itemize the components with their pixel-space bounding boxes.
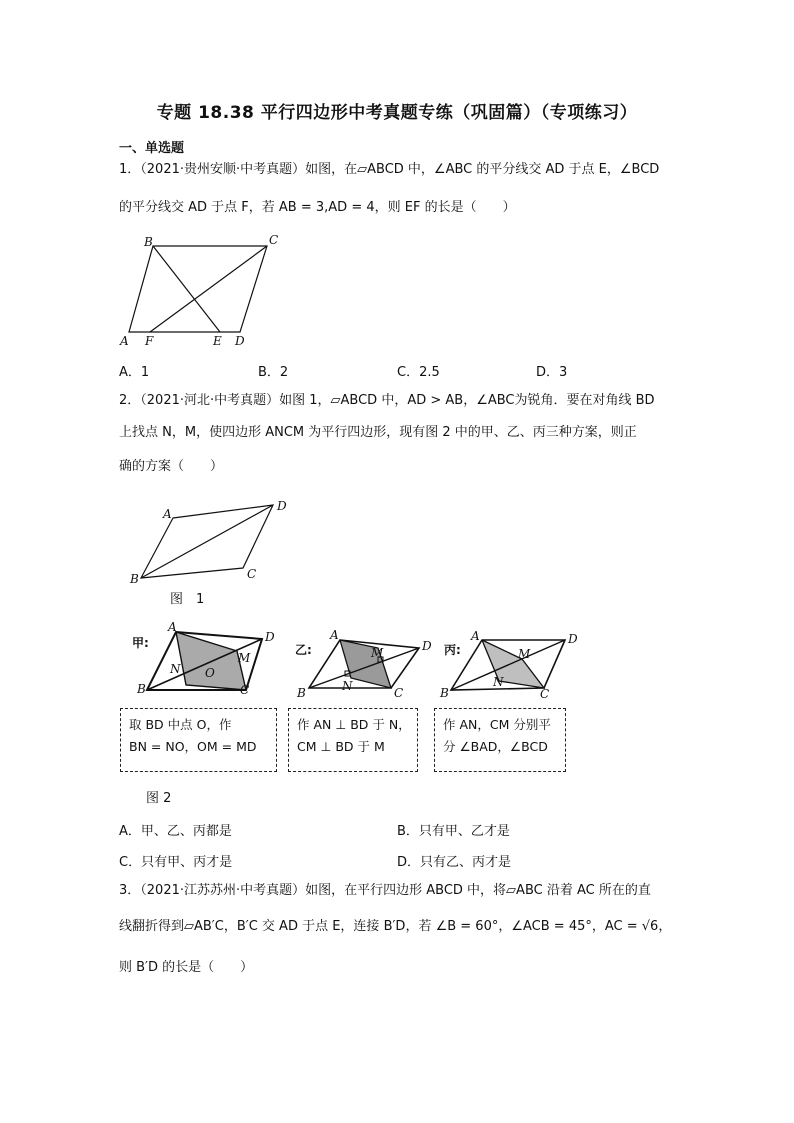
- bing-label-b: B: [440, 686, 449, 700]
- scheme-jia-text1: 取 BD 中点 O，作: [129, 717, 232, 732]
- jia-label-d: D: [265, 630, 275, 644]
- scheme-jia-tag: 甲:: [132, 636, 149, 650]
- q1-option-c[interactable]: C．2.5: [397, 365, 440, 380]
- bing-label-c: C: [540, 687, 550, 701]
- q2-text-line2: 上找点 N，M，使四边形 ANCM 为平行四边形，现有图 2 中的甲、乙、丙三种方案，则正: [119, 425, 637, 440]
- scheme-bing-figure: [451, 640, 565, 690]
- scheme-jia-text2: BN = NO，OM = MD: [129, 739, 257, 754]
- yi-label-b: B: [297, 686, 306, 700]
- scheme-bing-text2: 分 ∠BAD，∠BCD: [443, 739, 548, 754]
- q1-label-e: E: [213, 334, 222, 348]
- q3-text-line1: 3．（2021·江苏苏州·中考真题）如图，在平行四边形 ABCD 中，将▱ABC 沿着 AC 所在的直: [119, 883, 651, 898]
- yi-label-a: A: [330, 628, 339, 642]
- yi-label-n: N: [342, 679, 353, 693]
- fig1-caption: 图 1: [170, 592, 205, 607]
- bing-label-n: N: [493, 675, 504, 689]
- scheme-bing-box: [434, 708, 566, 772]
- fig1-label-a: A: [163, 507, 172, 521]
- scheme-yi-box: [288, 708, 418, 772]
- q1-label-d: D: [235, 334, 245, 348]
- fig1-label-d: D: [277, 499, 287, 513]
- q1-label-c: C: [269, 233, 279, 247]
- jia-label-a: A: [168, 620, 177, 634]
- jia-label-c: C: [240, 683, 250, 697]
- fig1-label-b: B: [130, 572, 139, 586]
- yi-label-m: M: [371, 646, 384, 660]
- fig1-label-c: C: [247, 567, 257, 581]
- jia-label-n: N: [170, 662, 181, 676]
- bing-label-m: M: [518, 647, 531, 661]
- bing-label-d: D: [568, 632, 578, 646]
- scheme-yi-text2: CM ⊥ BD 于 M: [297, 739, 385, 754]
- q2-text-line1: 2．（2021·河北·中考真题）如图 1，▱ABCD 中，AD > AB，∠ABC为锐角．要在对角线 BD: [119, 393, 655, 408]
- q2-option-b[interactable]: B．只有甲、乙才是: [397, 824, 510, 839]
- page-title: 专题 18.38 平行四边形中考真题专练（巩固篇）（专项练习）: [156, 103, 638, 123]
- scheme-yi-text1: 作 AN ⊥ BD 于 N，: [297, 717, 411, 732]
- scheme-yi-figure: [309, 640, 419, 688]
- q1-label-a: A: [120, 334, 129, 348]
- q2-option-c[interactable]: C．只有甲、丙才是: [119, 855, 233, 870]
- q2-text-line3: 确的方案（ ）: [119, 459, 224, 474]
- q3-text-line3: 则 B′D 的长是（ ）: [119, 960, 254, 975]
- scheme-bing-tag: 丙:: [444, 643, 461, 657]
- q1-option-d[interactable]: D．3: [536, 365, 568, 380]
- jia-label-b: B: [137, 682, 146, 696]
- q1-label-f: F: [145, 334, 154, 348]
- fig2-caption: 图 2: [146, 791, 172, 806]
- yi-label-d: D: [422, 639, 432, 653]
- section-heading: 一、单选题: [119, 141, 185, 156]
- q1-option-a[interactable]: A．1: [119, 365, 150, 380]
- q1-text-line1: 1．（2021·贵州安顺·中考真题）如图，在▱ABCD 中，∠ABC 的平分线交 AD 于点 E，∠BCD: [119, 162, 660, 177]
- bing-label-a: A: [471, 629, 480, 643]
- scheme-bing-text1: 作 AN，CM 分别平: [443, 717, 551, 732]
- scheme-jia-box: [120, 708, 277, 772]
- q3-text-line2: 线翻折得到▱AB′C，B′C 交 AD 于点 E，连接 B′D，若 ∠B = 60°，∠ACB = 45°，AC = √6，: [119, 919, 672, 934]
- yi-label-c: C: [394, 686, 404, 700]
- jia-label-m: M: [238, 651, 251, 665]
- scheme-yi-tag: 乙:: [295, 643, 312, 657]
- q1-label-b: B: [144, 235, 153, 249]
- q2-option-a[interactable]: A．甲、乙、丙都是: [119, 824, 232, 839]
- q1-option-b[interactable]: B．2: [258, 365, 289, 380]
- jia-label-o: O: [205, 666, 215, 680]
- q1-text-line2: 的平分线交 AD 于点 F，若 AB = 3,AD = 4，则 EF 的长是（ ）: [119, 200, 516, 215]
- q2-option-d[interactable]: D．只有乙、丙才是: [397, 855, 512, 870]
